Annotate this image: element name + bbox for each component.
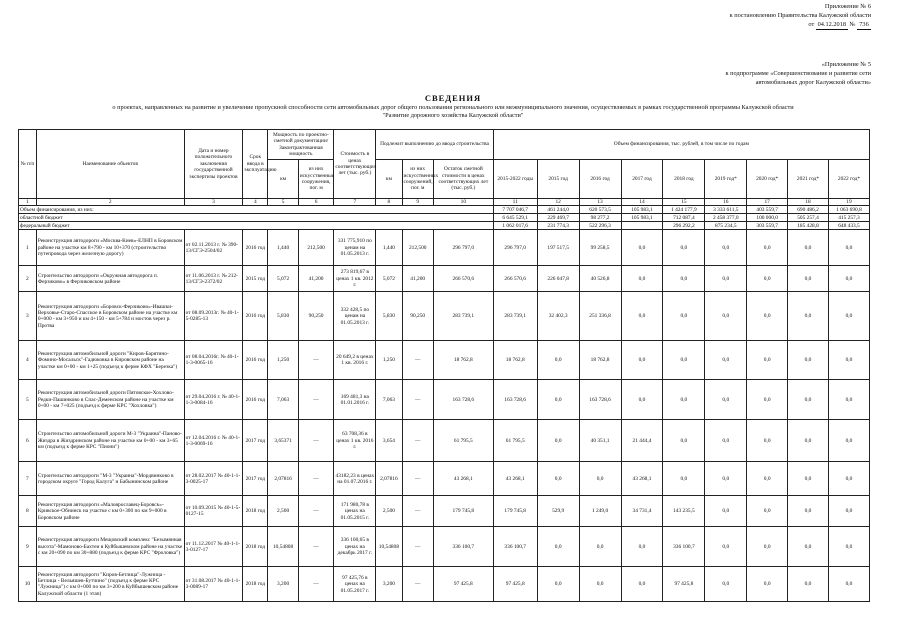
column-number: 10 (433, 199, 493, 206)
appendix-number: Приложение № 6 (824, 3, 871, 10)
table-row (19, 496, 870, 527)
document-title-block (14, 93, 892, 120)
cell-year-value: 0,0 (788, 527, 829, 567)
cell-year-value: 0,0 (621, 380, 663, 420)
cell-year-value: 529,9 (537, 496, 579, 527)
cell-term: 2015 год (243, 266, 268, 292)
cell-year-value: 0,0 (828, 567, 869, 602)
cell-year-value: 0,0 (663, 266, 705, 292)
cell-no: 8 (19, 496, 37, 527)
summary-value: 648 433,5 (828, 222, 869, 230)
column-number: 8 (376, 199, 402, 206)
cell-year-value: 336 100,7 (663, 527, 705, 567)
header-remaining: Подлежит выполнению до ввода строительства (376, 130, 493, 160)
cell-date-doc: от 12.04.2016 г. № 40-1-1-3-0069-16 (184, 420, 243, 462)
summary-value: 1 063 690,8 (828, 206, 869, 214)
cell-term: 2017 год (243, 462, 268, 496)
cell-art2: — (402, 567, 433, 602)
cell-cost: 20 649,2 в ценах 1 кв. 2016 г. (334, 341, 376, 380)
cell-term: 2018 год (243, 496, 268, 527)
cell-year-value: 0,0 (747, 496, 788, 527)
cell-date-doc: от 08.04.2016г. № 40-1-1-3-0065-16 (184, 341, 243, 380)
column-number: 11 (493, 199, 537, 206)
cell-date-doc: от 11.12.2017 № 40-1-1-3-0127-17 (184, 527, 243, 567)
cell-km2: 2,07816 (376, 462, 402, 496)
cell-art: — (298, 567, 334, 602)
cell-term: 2016 год (243, 380, 268, 420)
cell-year-value: 0,0 (788, 292, 829, 341)
cell-year-value: 0,0 (747, 292, 788, 341)
cell-year-value: 40 351,1 (579, 420, 621, 462)
cell-year-value: 0,0 (788, 420, 829, 462)
cell-year-value: 0,0 (788, 341, 829, 380)
cell-year-value: 0,0 (788, 266, 829, 292)
cell-year-value: 163 728,6 (579, 380, 621, 420)
cell-cost: 97 425,76 в ценах на 01.05.2017 г. (334, 567, 376, 602)
cell-rest: 283 739,1 (433, 292, 493, 341)
cell-km: 1,250 (268, 341, 298, 380)
cell-year-value: 21 444,4 (621, 420, 663, 462)
cell-km: 10,54808 (268, 527, 298, 567)
appendix-date-line: от 04.12.2018 № 736 (730, 20, 871, 30)
cell-art2: — (402, 380, 433, 420)
column-number: 2 (36, 199, 184, 206)
cell-no: 5 (19, 380, 37, 420)
cell-term: 2016 год (243, 230, 268, 266)
summary-value: 6 645 529,1 (493, 214, 537, 222)
summary-value: 100 000,0 (747, 214, 788, 222)
cell-year-value: 0,0 (788, 567, 829, 602)
header-rest: Остаток сметной стоимости в ценах соответствующих лет (тыс. руб.) (433, 160, 493, 199)
cell-year-value: 0,0 (828, 420, 869, 462)
cell-rest: 266 570,6 (433, 266, 493, 292)
cell-km: 3,200 (268, 567, 298, 602)
cell-rest: 179 745,8 (433, 496, 493, 527)
cell-year-value: 99 258,5 (579, 230, 621, 266)
column-number: 18 (788, 199, 829, 206)
cell-km: 2,500 (268, 496, 298, 527)
header-km: км (268, 160, 298, 199)
cell-total: 336 100,7 (493, 527, 537, 567)
summary-value: 522 296,3 (579, 222, 621, 230)
summary-value: 303 559,7 (747, 222, 788, 230)
cell-year-value: 0,0 (663, 380, 705, 420)
summary-value: 296 292,2 (663, 222, 705, 230)
summary-value: 98 277,2 (579, 214, 621, 222)
cell-art: — (298, 496, 334, 527)
column-number: 15 (663, 199, 705, 206)
cell-year-value: 32 402,3 (537, 292, 579, 341)
header-capacity: Мощность по проектно-сметной документации/ Законтрактованная мощность (268, 130, 334, 160)
cell-year-value: 0,0 (788, 462, 829, 496)
cell-art2: — (402, 341, 433, 380)
column-number-row (19, 199, 870, 206)
appendix-decree: к постановлению Правительства Калужской области (729, 12, 871, 19)
header-no: № п/п (19, 130, 37, 199)
summary-value: 2 458 377,0 (705, 214, 747, 222)
column-number: 1 (19, 199, 37, 206)
cell-year-value: 34 731,4 (621, 496, 663, 527)
cell-year-value: 0,0 (579, 567, 621, 602)
cell-rest: 296 797,0 (433, 230, 493, 266)
cell-name: Реконструкция автодороги «Боровск-Ферзиково»-Ивашки-Верховье-Старо-Спасское в Боровском районе на участке км 0+000 - км 3+950 и км 4+150 - км 5+784 и мостов через р. Протва (36, 292, 184, 341)
cell-year-value: 0,0 (747, 380, 788, 420)
cell-total: 179 745,8 (493, 496, 537, 527)
cell-no: 1 (19, 230, 37, 266)
cell-year-value: 0,0 (663, 341, 705, 380)
cell-km: 3,65371 (268, 420, 298, 462)
cell-cost: 336 100,65 в ценах на декабрь 2017 г. (334, 527, 376, 567)
summary-value: 105 983,1 (621, 214, 663, 222)
cell-year-value: 0,0 (828, 292, 869, 341)
cell-km2: 1,440 (376, 230, 402, 266)
table-row (19, 462, 870, 496)
cell-year-value: 0,0 (828, 462, 869, 496)
cell-art2: 41,200 (402, 266, 433, 292)
cell-name: Реконструкция автодороги "Киров-Бетлица"-Лужница - Бетлица - Вельяшев-Бутчино" (подъезд к ферме КРС "Лужница") с км 0+000 по км 3+200 в Куйбышевском районе Калужской области (1 этап) (36, 567, 184, 602)
cell-km2: 5,072 (376, 266, 402, 292)
cell-art: 212,500 (298, 230, 334, 266)
cell-name: Реконструкция автомобильной дороги "Киров-Барятино-Фомино-Мосальск"-Гадюковка в Кировском районе на участке км 0+00 - км 1+25 (подъезд к ферме КФХ "Березка") (36, 341, 184, 380)
header-term: Срок ввода в эксплуатацию (243, 130, 268, 199)
cell-art2: — (402, 420, 433, 462)
cell-art2: 90,250 (402, 292, 433, 341)
summary-value: 690 486,2 (788, 206, 829, 214)
cell-cost: 43182,23 в ценах на 01.07.2016 г. (334, 462, 376, 496)
header-2015: 2015 год (537, 160, 579, 199)
cell-no: 10 (19, 567, 37, 602)
header-2022: 2022 год* (828, 160, 869, 199)
header-2016: 2016 год (579, 160, 621, 199)
cell-year-value: 0,0 (828, 527, 869, 567)
table-row (19, 567, 870, 602)
summary-row (19, 214, 870, 222)
column-number: 7 (334, 199, 376, 206)
cell-km: 2,07816 (268, 462, 298, 496)
cell-date-doc: от 28.02.2017 № 40-1-1-3-0025-17 (184, 462, 243, 496)
cell-km2: 10,54808 (376, 527, 402, 567)
summary-row (19, 222, 870, 230)
column-number: 16 (705, 199, 747, 206)
cell-total: 97 425,8 (493, 567, 537, 602)
cell-date-doc: от 08.09.2013г. № 40-1-5-0285-13 (184, 292, 243, 341)
cell-year-value: 0,0 (828, 266, 869, 292)
cell-year-value: 0,0 (747, 230, 788, 266)
cell-year-value: 0,0 (828, 496, 869, 527)
summary-value: 712 087,4 (663, 214, 705, 222)
decree-date: 04.12.2018 (817, 21, 846, 28)
cell-year-value: 0,0 (788, 380, 829, 420)
cell-year-value: 0,0 (705, 567, 747, 602)
cell-km: 5,830 (268, 292, 298, 341)
cell-year-value: 0,0 (537, 527, 579, 567)
cell-year-value: 0,0 (705, 292, 747, 341)
cell-rest: 61 795,5 (433, 420, 493, 462)
cell-year-value: 0,0 (705, 230, 747, 266)
cell-art: 90,250 (298, 292, 334, 341)
cell-term: 2016 год (243, 341, 268, 380)
cell-year-value: 197 517,5 (537, 230, 579, 266)
cell-km: 7,063 (268, 380, 298, 420)
cell-total: 61 795,5 (493, 420, 537, 462)
cell-km2: 3,200 (376, 567, 402, 602)
document-title: СВЕДЕНИЯ (424, 93, 482, 103)
cell-year-value: 143 235,5 (663, 496, 705, 527)
cell-year-value: 0,0 (537, 341, 579, 380)
cell-no: 6 (19, 420, 37, 462)
column-number: 5 (268, 199, 298, 206)
cell-art2: — (402, 496, 433, 527)
cell-term: 2017 год (243, 420, 268, 462)
cell-art2: 212,500 (402, 230, 433, 266)
cell-name: Строительство автодороги «Окружная автодорога п. Ферзиково» в Ферзиковском районе (36, 266, 184, 292)
column-number: 13 (579, 199, 621, 206)
cell-no: 3 (19, 292, 37, 341)
header-funding: Объем финансирования, тыс. рублей, в том числе по годам (493, 130, 869, 160)
cell-total: 43 268,1 (493, 462, 537, 496)
cell-year-value: 0,0 (621, 341, 663, 380)
column-number: 19 (828, 199, 869, 206)
projects-table (18, 129, 870, 602)
cell-year-value: 0,0 (705, 266, 747, 292)
summary-value: 7 707 046,7 (493, 206, 537, 214)
cell-year-value: 0,0 (705, 420, 747, 462)
header-2019: 2019 год* (705, 160, 747, 199)
subprogram-reference: «Приложение № 5 к подпрограмме «Совершенствование и развитие сети автомобильных дорог Калужской области» (725, 61, 871, 86)
cell-km: 5,072 (268, 266, 298, 292)
cell-name: Реконструкция автодороги «Малоярославец-Боровск»-Кривское-Обнинск на участке с км 0+300 по км 9+000 в Боровском районе (36, 496, 184, 527)
cell-year-value: 0,0 (705, 462, 747, 496)
cell-year-value: 0,0 (747, 266, 788, 292)
cell-date-doc: от 31.08.2017 № 40-1-1-3-0089-17 (184, 567, 243, 602)
summary-value: 231 774,3 (537, 222, 579, 230)
cell-km2: 1,250 (376, 341, 402, 380)
cell-total: 266 570,6 (493, 266, 537, 292)
table-row (19, 341, 870, 380)
table-row (19, 420, 870, 462)
decree-number: 736 (857, 20, 871, 30)
summary-value: 3 333 611,5 (705, 206, 747, 214)
cell-total: 283 739,1 (493, 292, 537, 341)
table-row (19, 527, 870, 567)
cell-year-value: 43 268,1 (621, 462, 663, 496)
cell-year-value: 0,0 (663, 462, 705, 496)
cell-term: 2018 год (243, 567, 268, 602)
cell-art: 41,200 (298, 266, 334, 292)
cell-year-value: 0,0 (621, 266, 663, 292)
cell-total: 296 797,0 (493, 230, 537, 266)
cell-year-value: 0,0 (705, 496, 747, 527)
header-art2: из них искусственных сооружений, пог. м (402, 160, 433, 199)
header-name: Наименование объектов (36, 130, 184, 199)
cell-art: — (298, 462, 334, 496)
summary-row (19, 206, 870, 214)
header-2020: 2020 год* (747, 160, 788, 199)
cell-art: — (298, 420, 334, 462)
cell-year-value: 0,0 (788, 230, 829, 266)
summary-value: 461 244,0 (537, 206, 579, 214)
cell-no: 2 (19, 266, 37, 292)
column-number: 14 (621, 199, 663, 206)
cell-year-value: 0,0 (663, 230, 705, 266)
table-body (19, 199, 870, 602)
table-row (19, 266, 870, 292)
cell-km2: 3,654 (376, 420, 402, 462)
cell-cost: 273 819,67 в ценах 1 кв. 2012 г. (334, 266, 376, 292)
cell-year-value: 0,0 (747, 567, 788, 602)
cell-year-value: 251 336,8 (579, 292, 621, 341)
header-expertise: Дата и номер положительного заключения государственной экспертизы проектов (184, 130, 243, 199)
cell-year-value: 0,0 (705, 380, 747, 420)
cell-year-value: 0,0 (663, 420, 705, 462)
header-years-total: 2015-2022 годы (493, 160, 537, 199)
header-art: из них искусственные сооружения, пог. м (298, 160, 334, 199)
cell-art: — (298, 341, 334, 380)
header-cost: Стоимость в ценах соответствующих лет (тыс. руб.) (334, 130, 376, 199)
cell-year-value: 0,0 (663, 292, 705, 341)
cell-total: 163 728,6 (493, 380, 537, 420)
cell-year-value: 0,0 (747, 527, 788, 567)
cell-year-value: 0,0 (705, 527, 747, 567)
cell-year-value: 0,0 (828, 230, 869, 266)
cell-year-value: 1 249,0 (579, 496, 621, 527)
header-2018: 2018 год (663, 160, 705, 199)
table-row (19, 292, 870, 341)
cell-year-value: 0,0 (828, 341, 869, 380)
summary-label: Объем финансирования, из них: (19, 206, 494, 214)
cell-year-value: 226 047,8 (537, 266, 579, 292)
header-2021: 2021 год* (788, 160, 829, 199)
summary-value: 1 062 017,6 (493, 222, 537, 230)
cell-year-value: 0,0 (828, 380, 869, 420)
cell-year-value: 0,0 (579, 462, 621, 496)
cell-year-value: 0,0 (747, 420, 788, 462)
cell-rest: 163 728,6 (433, 380, 493, 420)
cell-year-value: 40 526,8 (579, 266, 621, 292)
table-row (19, 230, 870, 266)
cell-term: 2018 год (243, 527, 268, 567)
cell-cost: 331 775,910 по ценам на 01.05.2013 г. (334, 230, 376, 266)
cell-km2: 2,500 (376, 496, 402, 527)
header-2017: 2017 год (621, 160, 663, 199)
cell-date-doc: от 29.04.2016 г. № 40-1-1-3-0084-16 (184, 380, 243, 420)
cell-year-value: 0,0 (621, 567, 663, 602)
summary-value: 229 469,7 (537, 214, 579, 222)
cell-year-value: 0,0 (788, 496, 829, 527)
cell-cost: 171 980,78 в ценах на 01.05.2015 г. (334, 496, 376, 527)
column-number: 6 (298, 199, 334, 206)
cell-no: 4 (19, 341, 37, 380)
cell-no: 7 (19, 462, 37, 496)
summary-label: федеральный бюджет (19, 222, 494, 230)
summary-value: 185 428,8 (788, 222, 829, 230)
column-number: 4 (243, 199, 268, 206)
cell-year-value: 18 762,8 (579, 341, 621, 380)
cell-term: 2016 год (243, 292, 268, 341)
summary-value: 105 983,1 (621, 206, 663, 214)
cell-km2: 7,063 (376, 380, 402, 420)
cell-date-doc: от 10.09.2015 № 40-1-5-0127-15 (184, 496, 243, 527)
cell-cost: 169 481,3 на 01.01.2016 г. (334, 380, 376, 420)
header-km2: км (376, 160, 402, 199)
cell-year-value: 0,0 (747, 462, 788, 496)
cell-name: Реконструкция автомобильной дороги Пятовское-Хохлово-Редки-Пашинково в Спас-Деменском районе на участке км 0+00 - км 7+025 (подъезд к ферме КРС "Хохловка") (36, 380, 184, 420)
column-number: 3 (184, 199, 243, 206)
cell-cost: 63 708,36 в ценах 1 кв. 2016 г. (334, 420, 376, 462)
cell-date-doc: от 11.06.2013 г. № 212-13/СГЭ-2372/02 (184, 266, 243, 292)
summary-value: 620 573,5 (579, 206, 621, 214)
cell-year-value: 0,0 (537, 380, 579, 420)
cell-year-value: 0,0 (579, 527, 621, 567)
summary-value: 505 257,4 (788, 214, 829, 222)
cell-rest: 43 268,1 (433, 462, 493, 496)
column-number: 17 (747, 199, 788, 206)
cell-year-value: 97 425,8 (663, 567, 705, 602)
column-number: 12 (537, 199, 579, 206)
summary-label: областной бюджет (19, 214, 494, 222)
cell-year-value: 0,0 (621, 527, 663, 567)
cell-total: 18 762,8 (493, 341, 537, 380)
cell-name: Строительство автодороги "М-3 "Украина"-Мордвинково в городском округе "Город Калуга" и Бабынинском районе (36, 462, 184, 496)
column-number: 9 (402, 199, 433, 206)
cell-art2: — (402, 462, 433, 496)
summary-value: 1 424 177,9 (663, 206, 705, 214)
summary-value (621, 222, 663, 230)
cell-km2: 5,830 (376, 292, 402, 341)
cell-rest: 336 100,7 (433, 527, 493, 567)
cell-art: — (298, 527, 334, 567)
summary-value: 403 559,7 (747, 206, 788, 214)
cell-year-value: 0,0 (537, 567, 579, 602)
document-subtitle: о проектах, направленных на развитие и увеличение пропускной способности сети автомобильных дорог общего пользования регионального или межмуниципального значения, осуществляемых в рамках государственной программы Калужской области "Развитие дорожного хозяйства Калужской области" (112, 104, 794, 119)
cell-rest: 18 762,8 (433, 341, 493, 380)
cell-km: 1,440 (268, 230, 298, 266)
cell-name: Реконструкция автодороги Мещовский комплекс "Безымянная высота"-Мамоново-Бахтеи в Куйбышевском районе на участке с км 20+090 по км 30+880 (подъезд к ферме КРС "Фроловка") (36, 527, 184, 567)
cell-year-value: 0,0 (537, 420, 579, 462)
summary-value: 415 257,3 (828, 214, 869, 222)
cell-year-value: 0,0 (621, 292, 663, 341)
cell-name: Строительство автомобильной дороги М-3 "Украина"-Паново-Жиздра в Жиздринском районе на участке км 0+00 - км 3+65 км (подъезд к ферме КРС "Пиони") (36, 420, 184, 462)
cell-date-doc: от 02.11.2013 г. № 390-13/СГЭ-2504/02 (184, 230, 243, 266)
cell-art2: — (402, 527, 433, 567)
cell-year-value: 0,0 (747, 341, 788, 380)
cell-no: 9 (19, 527, 37, 567)
summary-value: 875 234,5 (705, 222, 747, 230)
cell-year-value: 0,0 (705, 341, 747, 380)
cell-cost: 332 428,5 по ценам на 01.05.2013 г. (334, 292, 376, 341)
cell-year-value: 0,0 (621, 230, 663, 266)
cell-year-value: 0,0 (537, 462, 579, 496)
cell-name: Реконструкция автодороги «Москва-Киев»-ЕЛНП в Боровском районе на участке км 8+790 - км 10+370 (строительство путепровода через железную дорогу) (36, 230, 184, 266)
appendix-reference (730, 2, 871, 30)
cell-art: — (298, 380, 334, 420)
table-row (19, 380, 870, 420)
cell-rest: 97 425,8 (433, 567, 493, 602)
